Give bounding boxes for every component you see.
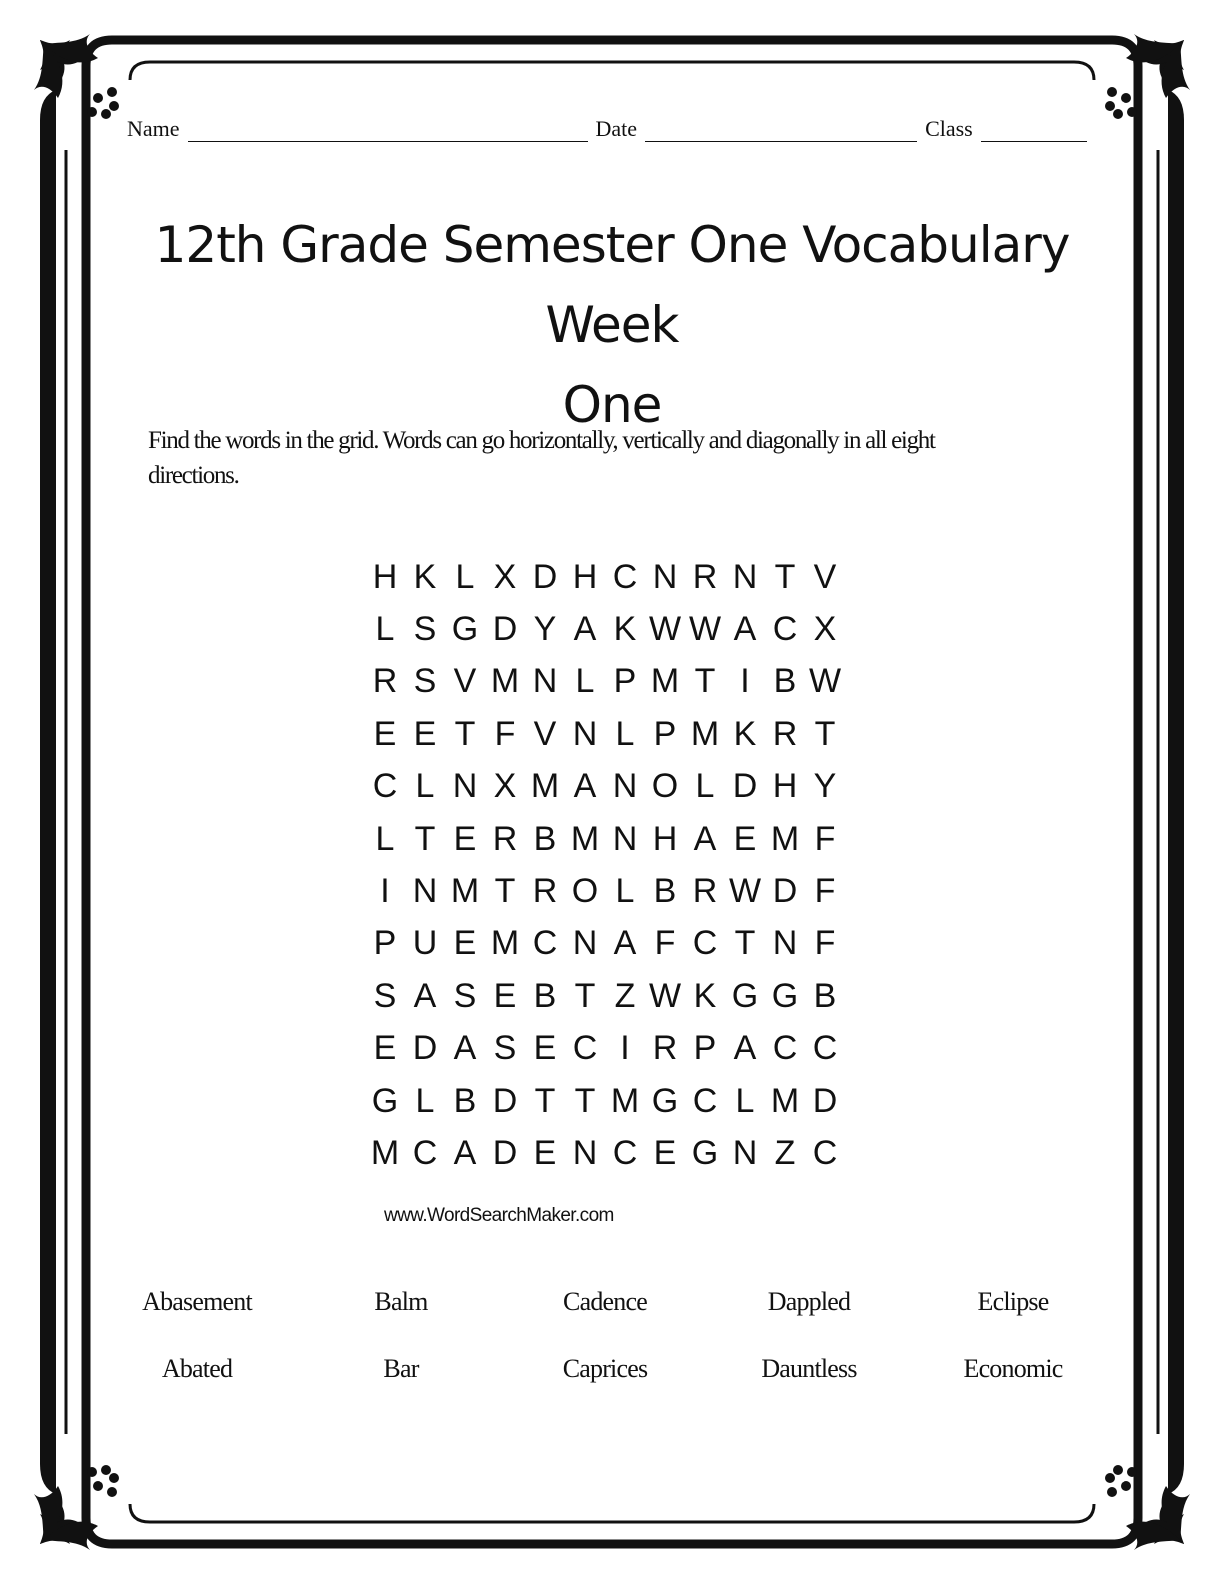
grid-row bbox=[365, 551, 845, 603]
grid-row bbox=[365, 813, 845, 865]
grid-letter: C bbox=[772, 610, 798, 649]
grid-letter: A bbox=[573, 767, 597, 806]
grid-letter: B bbox=[813, 976, 837, 1015]
grid-letter: S bbox=[453, 976, 477, 1015]
grid-letter: C bbox=[612, 557, 638, 596]
grid-letter: K bbox=[613, 610, 637, 649]
grid-letter: N bbox=[572, 1133, 598, 1172]
grid-letter: F bbox=[814, 872, 836, 911]
grid-letter: D bbox=[412, 1029, 438, 1068]
grid-letter: D bbox=[812, 1081, 838, 1120]
grid-letter: D bbox=[492, 1133, 518, 1172]
grid-letter: R bbox=[532, 872, 558, 911]
date-label: Date bbox=[595, 116, 638, 141]
grid-letter: W bbox=[728, 872, 762, 911]
grid-letter: A bbox=[453, 1029, 477, 1068]
grid-letter: T bbox=[534, 1081, 556, 1120]
title-line-2: One bbox=[562, 376, 662, 434]
grid-letter: R bbox=[772, 714, 798, 753]
word-item: Balm bbox=[374, 1287, 428, 1316]
grid-letter: C bbox=[372, 767, 398, 806]
grid-letter: T bbox=[574, 1081, 596, 1120]
grid-letter: C bbox=[412, 1133, 438, 1172]
grid-letter: M bbox=[490, 662, 520, 701]
grid-letter: B bbox=[653, 872, 677, 911]
grid-letter: M bbox=[610, 1081, 640, 1120]
grid-letter: E bbox=[453, 819, 477, 858]
instructions-line-1: Find the words in the grid. Words can go horizontally, vertically and diagonally in all eight bbox=[148, 427, 935, 454]
grid-row bbox=[365, 865, 845, 917]
grid-letter: A bbox=[733, 610, 757, 649]
grid-row bbox=[365, 1075, 845, 1127]
grid-letter: A bbox=[733, 1029, 757, 1068]
grid-letter: M bbox=[690, 714, 720, 753]
word-search-grid bbox=[365, 551, 845, 1180]
grid-letter: N bbox=[732, 1133, 758, 1172]
grid-row bbox=[365, 1023, 845, 1075]
grid-row bbox=[365, 656, 845, 708]
grid-letter: R bbox=[692, 872, 718, 911]
grid-letter: T bbox=[734, 924, 756, 963]
grid-letter: F bbox=[494, 714, 516, 753]
grid-letter: V bbox=[533, 714, 557, 753]
grid-letter: G bbox=[771, 976, 799, 1015]
grid-letter: K bbox=[413, 557, 437, 596]
grid-row bbox=[365, 918, 845, 970]
date-blank bbox=[645, 121, 917, 142]
grid-letter: Z bbox=[774, 1133, 796, 1172]
grid-letter: Y bbox=[813, 767, 837, 806]
grid-letter: E bbox=[533, 1133, 557, 1172]
grid-letter: E bbox=[373, 1029, 397, 1068]
grid-row bbox=[365, 970, 845, 1022]
grid-letter: N bbox=[572, 714, 598, 753]
grid-letter: M bbox=[450, 872, 480, 911]
grid-letter: R bbox=[652, 1029, 678, 1068]
grid-letter: E bbox=[733, 819, 757, 858]
grid-letter: S bbox=[413, 662, 437, 701]
grid-letter: A bbox=[613, 924, 637, 963]
grid-letter: A bbox=[573, 610, 597, 649]
grid-row bbox=[365, 708, 845, 760]
grid-letter: V bbox=[813, 557, 837, 596]
grid-letter: C bbox=[692, 1081, 718, 1120]
grid-letter: X bbox=[493, 557, 517, 596]
grid-letter: T bbox=[414, 819, 436, 858]
word-item: Bar bbox=[383, 1354, 419, 1383]
grid-letter: H bbox=[772, 767, 798, 806]
grid-letter: L bbox=[575, 662, 595, 701]
word-item: Dappled bbox=[767, 1287, 851, 1316]
grid-letter: M bbox=[490, 924, 520, 963]
word-item: Caprices bbox=[562, 1354, 648, 1383]
grid-letter: I bbox=[620, 1029, 630, 1068]
grid-letter: F bbox=[814, 819, 836, 858]
grid-letter: A bbox=[413, 976, 437, 1015]
grid-letter: S bbox=[373, 976, 397, 1015]
grid-letter: T bbox=[454, 714, 476, 753]
grid-row bbox=[365, 603, 845, 655]
grid-letter: L bbox=[415, 767, 435, 806]
grid-letter: C bbox=[692, 924, 718, 963]
grid-letter: L bbox=[615, 872, 635, 911]
grid-letter: W bbox=[808, 662, 842, 701]
word-item: Abasement bbox=[142, 1287, 252, 1316]
grid-letter: W bbox=[648, 610, 682, 649]
grid-letter: T bbox=[494, 872, 516, 911]
student-info-line bbox=[127, 112, 1102, 142]
grid-letter: D bbox=[732, 767, 758, 806]
grid-letter: G bbox=[731, 976, 759, 1015]
grid-letter: B bbox=[533, 819, 557, 858]
grid-letter: D bbox=[532, 557, 558, 596]
grid-letter: N bbox=[612, 767, 638, 806]
grid-letter: P bbox=[613, 662, 637, 701]
grid-letter: P bbox=[373, 924, 397, 963]
grid-letter: E bbox=[453, 924, 477, 963]
grid-letter: N bbox=[412, 872, 438, 911]
grid-letter: F bbox=[654, 924, 676, 963]
grid-letter: N bbox=[612, 819, 638, 858]
grid-letter: M bbox=[650, 662, 680, 701]
grid-letter: G bbox=[371, 1081, 399, 1120]
grid-letter: S bbox=[493, 1029, 517, 1068]
grid-letter: N bbox=[772, 924, 798, 963]
grid-letter: A bbox=[453, 1133, 477, 1172]
grid-letter: H bbox=[652, 819, 678, 858]
instructions bbox=[148, 423, 978, 493]
grid-letter: U bbox=[412, 924, 438, 963]
grid-letter: R bbox=[492, 819, 518, 858]
grid-letter: L bbox=[735, 1081, 755, 1120]
grid-letter: L bbox=[415, 1081, 435, 1120]
grid-letter: N bbox=[652, 557, 678, 596]
name-label: Name bbox=[127, 116, 180, 141]
grid-letter: C bbox=[612, 1133, 638, 1172]
grid-row bbox=[365, 1127, 845, 1179]
grid-letter: C bbox=[772, 1029, 798, 1068]
grid-letter: B bbox=[773, 662, 797, 701]
word-list-row-2 bbox=[95, 1354, 1115, 1384]
grid-letter: I bbox=[740, 662, 750, 701]
word-list-row-1 bbox=[95, 1287, 1115, 1317]
grid-letter: T bbox=[694, 662, 716, 701]
grid-letter: G bbox=[691, 1133, 719, 1172]
grid-letter: R bbox=[372, 662, 398, 701]
grid-letter: T bbox=[574, 976, 596, 1015]
word-item: Cadence bbox=[563, 1287, 647, 1316]
grid-letter: W bbox=[648, 976, 682, 1015]
grid-letter: W bbox=[688, 610, 722, 649]
grid-letter: B bbox=[453, 1081, 477, 1120]
grid-letter: D bbox=[772, 872, 798, 911]
grid-letter: Z bbox=[614, 976, 636, 1015]
grid-letter: T bbox=[814, 714, 836, 753]
grid-letter: E bbox=[493, 976, 517, 1015]
grid-letter: X bbox=[493, 767, 517, 806]
word-item: Economic bbox=[963, 1354, 1063, 1383]
grid-letter: H bbox=[572, 557, 598, 596]
grid-letter: A bbox=[693, 819, 717, 858]
grid-letter: I bbox=[380, 872, 390, 911]
grid-letter: N bbox=[532, 662, 558, 701]
grid-letter: B bbox=[533, 976, 557, 1015]
grid-letter: M bbox=[770, 1081, 800, 1120]
grid-letter: E bbox=[373, 714, 397, 753]
worksheet-title bbox=[112, 205, 1112, 445]
site-credit: www.WordSearchMaker.com bbox=[384, 1205, 614, 1226]
name-blank bbox=[188, 121, 588, 142]
grid-letter: T bbox=[774, 557, 796, 596]
grid-letter: H bbox=[372, 557, 398, 596]
word-item: Abated bbox=[161, 1354, 233, 1383]
grid-letter: C bbox=[532, 924, 558, 963]
grid-letter: Y bbox=[533, 610, 557, 649]
grid-letter: C bbox=[812, 1029, 838, 1068]
title-line-1: 12th Grade Semester One Vocabulary Week bbox=[154, 216, 1070, 354]
grid-letter: O bbox=[571, 872, 599, 911]
grid-letter: E bbox=[653, 1133, 677, 1172]
grid-letter: L bbox=[615, 714, 635, 753]
grid-letter: K bbox=[693, 976, 717, 1015]
grid-letter: N bbox=[572, 924, 598, 963]
grid-letter: S bbox=[413, 610, 437, 649]
grid-letter: D bbox=[492, 1081, 518, 1120]
class-label: Class bbox=[925, 116, 973, 141]
grid-letter: X bbox=[813, 610, 837, 649]
grid-letter: M bbox=[570, 819, 600, 858]
grid-letter: N bbox=[732, 557, 758, 596]
grid-letter: M bbox=[530, 767, 560, 806]
grid-letter: F bbox=[814, 924, 836, 963]
grid-letter: G bbox=[651, 1081, 679, 1120]
grid-letter: V bbox=[453, 662, 477, 701]
grid-letter: P bbox=[653, 714, 677, 753]
grid-letter: N bbox=[452, 767, 478, 806]
grid-letter: O bbox=[651, 767, 679, 806]
word-item: Dauntless bbox=[761, 1354, 857, 1383]
grid-letter: G bbox=[451, 610, 479, 649]
grid-letter: C bbox=[572, 1029, 598, 1068]
grid-letter: E bbox=[533, 1029, 557, 1068]
grid-letter: M bbox=[770, 819, 800, 858]
grid-letter: K bbox=[733, 714, 757, 753]
instructions-line-2: directions. bbox=[148, 462, 239, 489]
grid-row bbox=[365, 761, 845, 813]
grid-letter: L bbox=[695, 767, 715, 806]
grid-letter: E bbox=[413, 714, 437, 753]
grid-letter: L bbox=[375, 610, 395, 649]
grid-letter: L bbox=[455, 557, 475, 596]
grid-letter: D bbox=[492, 610, 518, 649]
grid-letter: L bbox=[375, 819, 395, 858]
class-blank bbox=[981, 121, 1087, 142]
grid-letter: C bbox=[812, 1133, 838, 1172]
grid-letter: P bbox=[693, 1029, 717, 1068]
word-item: Eclipse bbox=[977, 1287, 1049, 1316]
grid-letter: R bbox=[692, 557, 718, 596]
grid-letter: M bbox=[370, 1133, 400, 1172]
